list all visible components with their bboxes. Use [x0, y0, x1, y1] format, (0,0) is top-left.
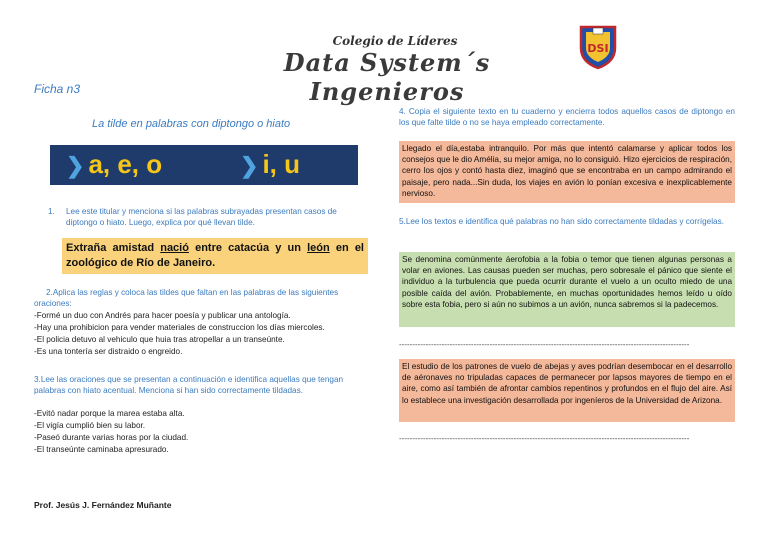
brand-title: Data System´s Ingenieros: [283, 48, 491, 106]
headline-word-nacio: nació: [160, 242, 189, 254]
school-crest-logo: [578, 24, 618, 70]
list-item: -Hay una prohibicion para vender materiales de construccion los días miercoles.: [34, 323, 325, 332]
headline-part3: entre catacúa y un: [195, 242, 301, 254]
crest-text: DSI: [587, 42, 609, 55]
headline-word-leon: león: [307, 242, 330, 254]
text-box-bee-flight-study: El estudio de los patrones de vuelo de abejas y aves podrían desembocar en el desarrollo de aéronaves no tripuladas capaces de permanecer por lapsos mayores de tiempo en el aire, como así también de afrontar cambios repentinos y profundos en el flujo del aire. Así lo establece una investigación desarrollada por ingeníeros de la Universidad de Arizona.: [399, 359, 735, 422]
item4-instruction: 4. Copia el siguiente texto en tu cuaderno y encierra todos aquellos casos de diptongo en los que falte tilde o no se haya empleado correctamente.: [399, 107, 735, 127]
text-box-flight-anxiety: Llegado el día,estaba intranquilo. Por más que intentó calamarse y aplicar todos los consejos que le dio Amélia, su mejor amiga, no lo consiguió. Hizo ejercicios de respiración, cerro los ojos y contó hasta diez, imaginó que se encontraba en un campo admirando el paisaje, pero nada...Sin duda, los viajes en avión lo ponían excesiva e inexplicablemente nervioso.: [399, 141, 735, 203]
answer-line: -------------------------------------------------------------------------------------------------------------: [399, 340, 690, 349]
item1-number: 1.: [48, 207, 55, 216]
list-item: -Es una tontería ser distraido o engreido.: [34, 347, 183, 356]
list-item: -Paseó durante varias horas por la ciudad.: [34, 433, 189, 442]
banner-group1: a, e, o: [88, 149, 163, 179]
headline-box: [62, 238, 368, 274]
list-item: -El vigía cumplió bien su labor.: [34, 421, 146, 430]
text-box-aerophobia: Se denomina comúnmente áerofobia a la fobia o temor que tienen algunas personas a volar en aviones. Las causas pueden ser muchas, pero sobresale el pánico que siente el individuo a la turbulencia que pueda ocurrir durante el vuelo a un oculto miedo de una posible caída del avión. Probablemente, en muchas oportunidades hemos leído u oído sobre esta fobia, pero si aún no subimos a un avión, nunca sabremos si la padecemos.: [399, 252, 735, 327]
headline-part5: en el zoológico de Río de Janeiro.: [66, 242, 364, 269]
list-item: -Formé un duo con Andrés para hacer poesía y publicar una antología.: [34, 311, 291, 320]
item2-sentence-list: [34, 310, 368, 358]
headline-part1: Extraña amistad: [66, 242, 155, 254]
list-item: -El transeúnte caminaba apresurado.: [34, 445, 169, 454]
item3-sentence-list: [34, 408, 368, 456]
item5-instruction: 5.Lee los textos e identifica qué palabras no han sido correctamente tildadas y corrígelas.: [399, 217, 724, 226]
banner-group2: i, u: [262, 149, 300, 179]
worksheet-subtitle: La tilde en palabras con diptongo o hiato: [92, 118, 291, 130]
school-line: Colegio de Líderes: [332, 34, 458, 48]
teacher-name: Prof. Jesús J. Fernández Muñante: [34, 500, 172, 510]
chevron-right-icon: ❯: [66, 153, 85, 178]
item3-instruction: 3.Lee las oraciones que se presentan a continuación e identifica aquellas que tengan palabras con hiato acentual. Menciona si han sido correctamente tildadas.: [34, 375, 344, 395]
answer-line: -------------------------------------------------------------------------------------------------------------: [399, 434, 690, 443]
banner-weak-vowels: [240, 149, 300, 180]
list-item: -Evitó nadar porque la marea estaba alta.: [34, 409, 185, 418]
chevron-right-icon: ❯: [240, 153, 259, 178]
item1-instruction: Lee este titular y menciona si las palabras subrayadas presentan casos de diptongo o hiato. Luego, explica por qué llevan tilde.: [66, 207, 337, 227]
vowel-banner: [50, 145, 358, 185]
banner-strong-vowels: [66, 149, 162, 180]
worksheet-number: Ficha n3: [34, 82, 81, 96]
list-item: -El policia detuvo al vehiculo que huia tras atropellar a un transeúnte.: [34, 335, 285, 344]
item2-instruction: 2.Aplica las reglas y coloca las tildes que faltan en las palabras de las siguientes oraciones:: [34, 288, 339, 308]
